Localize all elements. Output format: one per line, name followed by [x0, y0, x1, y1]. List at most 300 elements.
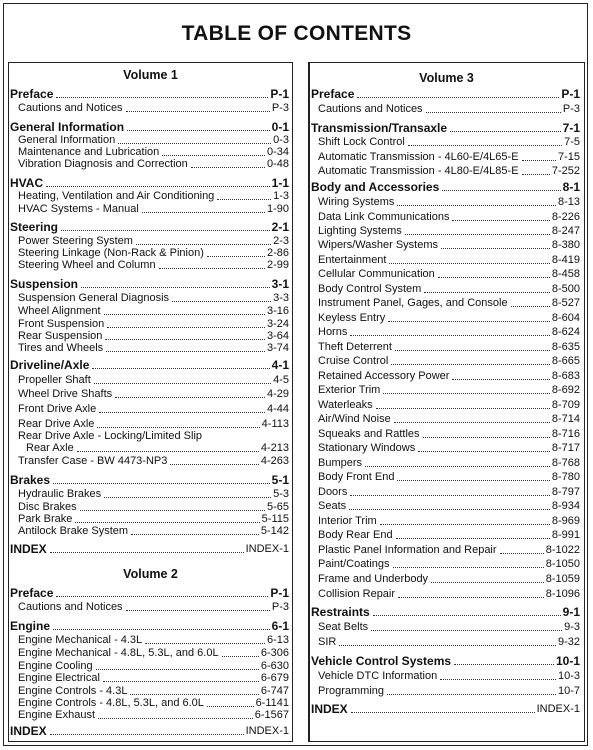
toc-entry-label: Transmission/Transaxle	[311, 121, 448, 135]
toc-entry-label: Suspension General Diagnosis	[18, 292, 170, 304]
toc-entry-label: Stationary Windows	[318, 442, 416, 454]
toc-page-number: 8-1022	[545, 544, 580, 556]
toc-entry	[318, 685, 580, 698]
dot-leader	[371, 630, 562, 631]
toc-entry	[18, 455, 289, 468]
toc-page-number: P-1	[270, 87, 289, 101]
dot-leader	[97, 427, 259, 428]
toc-page-number: 4-29	[266, 388, 289, 400]
toc-entry	[18, 525, 289, 538]
toc-page-number: 0-34	[266, 146, 289, 158]
toc-entry-label: Wheel Alignment	[18, 305, 101, 317]
dot-leader	[207, 706, 254, 707]
toc-entry-label: Engine Mechanical - 4.8L, 5.3L, and 6.0L	[18, 647, 219, 659]
toc-page-number: 6-630	[260, 660, 289, 672]
toc-entry-label: Rear Drive Axle	[18, 418, 95, 430]
toc-page-number: 1-90	[266, 203, 289, 215]
toc-page-number: 0-48	[266, 158, 289, 170]
toc-page-number: 8-458	[551, 268, 580, 280]
dot-leader	[103, 681, 259, 682]
toc-entry	[318, 239, 580, 252]
toc-page-number: 8-934	[551, 500, 580, 512]
toc-entry-label: Wipers/Washer Systems	[318, 239, 439, 251]
toc-page-number: 6-1141	[255, 697, 289, 709]
dot-leader	[418, 451, 550, 452]
toc-entry	[18, 292, 289, 305]
page-title: TABLE OF CONTENTS	[181, 22, 412, 45]
dot-leader	[387, 694, 556, 695]
dot-leader	[441, 248, 550, 249]
toc-entry-label: INDEX	[10, 542, 47, 556]
toc-entry-label: Front Drive Axle	[18, 403, 97, 415]
toc-entry-label: Wiring Systems	[318, 196, 395, 208]
dot-leader	[452, 379, 549, 380]
toc-entry	[318, 355, 580, 368]
toc-entry-label: Maintenance and Lubrication	[18, 146, 160, 158]
toc-index-entry	[10, 543, 289, 556]
toc-entry-label: Body Rear End	[318, 529, 393, 541]
toc-page-number: 7-15	[557, 151, 580, 163]
dot-leader	[191, 167, 265, 168]
toc-entry-label: Automatic Transmission - 4L80-E/4L85-E	[318, 165, 519, 177]
toc-page-number: INDEX-1	[245, 543, 289, 555]
toc-page-number: 8-709	[551, 399, 580, 411]
toc-page-number: 1-3	[273, 190, 289, 202]
toc-entry	[318, 151, 580, 164]
toc-page-number: 8-969	[551, 515, 580, 527]
toc-entry-label: Driveline/Axle	[10, 358, 90, 372]
dot-leader	[339, 645, 556, 646]
toc-entry-label: Bumpers	[318, 457, 363, 469]
toc-page-number: 7-1	[562, 121, 580, 135]
toc-page-number: 8-527	[551, 297, 580, 309]
toc-page-number: 2-3	[273, 235, 289, 247]
dot-leader	[126, 111, 270, 112]
toc-entry	[18, 634, 289, 647]
toc-page-number: 6-306	[260, 647, 289, 659]
toc-entry	[18, 203, 289, 216]
toc-page-number: P-3	[562, 103, 580, 115]
toc-section-heading	[10, 620, 289, 633]
toc-entry-label: Paint/Coatings	[318, 558, 390, 570]
toc-entry	[318, 136, 580, 149]
dot-leader	[104, 497, 271, 498]
dot-leader	[172, 301, 271, 302]
toc-entry	[318, 413, 580, 426]
toc-entry-label: Cautions and Notices	[318, 103, 423, 115]
toc-entry-label: Heating, Ventilation and Air Conditioning	[18, 190, 215, 202]
dot-leader	[397, 205, 556, 206]
toc-entry-label: Steering	[10, 220, 59, 234]
toc-page-number: 8-13	[557, 196, 580, 208]
dot-leader	[104, 314, 265, 315]
dot-leader	[396, 538, 550, 539]
toc-page-number: 8-604	[551, 312, 580, 324]
toc-page-number: 0-3	[273, 134, 289, 146]
toc-page-number: 8-717	[551, 442, 580, 454]
toc-page-number: 8-247	[551, 225, 580, 237]
toc-entry	[18, 647, 289, 660]
toc-entry-label: Preface	[10, 87, 54, 101]
toc-entry	[318, 500, 580, 513]
toc-entry-label: Interior Trim	[318, 515, 377, 527]
dot-leader	[94, 383, 271, 384]
dot-leader	[50, 552, 244, 553]
toc-page-number: 6-747	[260, 685, 289, 697]
toc-page-number: 6-13	[266, 634, 289, 646]
dot-leader	[393, 567, 544, 568]
toc-entry	[318, 211, 580, 224]
toc-entry	[318, 196, 580, 209]
toc-entry	[18, 190, 289, 203]
dot-leader	[96, 669, 259, 670]
toc-entry-label: Air/Wind Noise	[318, 413, 391, 425]
toc-page-number: 1-1	[271, 176, 289, 190]
toc-entry-label: Entertainment	[318, 254, 387, 266]
toc-entry	[318, 621, 580, 634]
toc-page-number: P-1	[270, 586, 289, 600]
dot-leader	[56, 596, 268, 597]
toc-page-number: 8-768	[551, 457, 580, 469]
toc-page-number: 8-635	[551, 341, 580, 353]
toc-entry-label: Propeller Shaft	[18, 374, 91, 386]
toc-page-number: P-3	[271, 601, 289, 613]
toc-section-heading	[10, 121, 289, 134]
toc-page-number: 8-380	[551, 239, 580, 251]
dot-leader	[99, 412, 265, 413]
dot-leader	[426, 112, 561, 113]
toc-page-number: 4-113	[261, 418, 289, 430]
dot-leader	[522, 174, 550, 175]
toc-page-number: 5-3	[273, 488, 289, 500]
dot-leader	[438, 277, 550, 278]
toc-entry-label: Instrument Panel, Gages, and Console	[318, 297, 508, 309]
toc-page-number: 9-32	[557, 636, 580, 648]
toc-index-entry	[311, 703, 580, 716]
toc-entry	[318, 341, 580, 354]
toc-section-heading	[311, 655, 580, 668]
toc-entry-label: INDEX	[10, 724, 47, 738]
toc-entry	[318, 254, 580, 267]
toc-entry	[318, 283, 580, 296]
toc-page-number: 5-142	[260, 525, 289, 537]
toc-page-number: P-1	[561, 87, 580, 101]
dot-leader	[53, 483, 270, 484]
toc-page-number: 2-99	[266, 259, 289, 271]
toc-entry-label: HVAC Systems - Manual	[18, 203, 139, 215]
toc-entry-label: Hydraulic Brakes	[18, 488, 102, 500]
dot-leader	[98, 718, 253, 719]
toc-entry	[318, 471, 580, 484]
toc-page-number: 8-683	[551, 370, 580, 382]
dot-leader	[383, 393, 550, 394]
toc-page-number: 10-3	[557, 670, 580, 682]
toc-entry-label: SIR	[318, 636, 337, 648]
dot-leader	[350, 495, 550, 496]
dot-leader	[365, 466, 550, 467]
toc-page-number: 3-74	[266, 342, 289, 354]
dot-leader	[389, 263, 549, 264]
toc-page-number: 9-1	[562, 605, 580, 619]
toc-entry-label: Park Brake	[18, 513, 73, 525]
dot-leader	[131, 534, 259, 535]
toc-entry-label: General Information	[18, 134, 116, 146]
dot-leader	[397, 480, 549, 481]
toc-page-number: 3-64	[266, 330, 289, 342]
toc-entry-label: Vibration Diagnosis and Correction	[18, 158, 188, 170]
toc-entry-label: Shift Lock Control	[318, 136, 405, 148]
dot-leader	[357, 97, 559, 98]
toc-section-heading	[311, 606, 580, 619]
toc-entry	[318, 103, 580, 116]
toc-entry	[318, 636, 580, 649]
toc-page-number: 8-1096	[545, 588, 580, 600]
toc-entry	[18, 158, 289, 171]
toc-page-number: 9-3	[564, 621, 580, 633]
dot-leader	[53, 629, 270, 630]
toc-page-number: INDEX-1	[536, 703, 580, 715]
toc-page-number: 8-624	[551, 326, 580, 338]
toc-entry-label: Engine Cooling	[18, 660, 93, 672]
toc-page-number: 8-665	[551, 355, 580, 367]
toc-page-number: 2-1	[271, 220, 289, 234]
dot-leader	[405, 234, 550, 235]
toc-entry-label: Squeaks and Rattles	[318, 428, 420, 440]
toc-entry	[318, 312, 580, 325]
toc-entry	[318, 670, 580, 683]
toc-entry-label: Preface	[10, 586, 54, 600]
dot-leader	[145, 643, 265, 644]
toc-page-number: 4-263	[260, 455, 289, 467]
toc-entry	[318, 457, 580, 470]
toc-entry-label: Exterior Trim	[318, 384, 381, 396]
toc-page-number: 8-692	[551, 384, 580, 396]
toc-entry-label: General Information	[10, 120, 125, 134]
toc-page-number: 8-1	[562, 180, 580, 194]
toc-entry	[318, 165, 580, 178]
toc-section-heading	[311, 181, 580, 194]
toc-entry-label: Vehicle Control Systems	[311, 654, 452, 668]
toc-page-number: 8-226	[551, 211, 580, 223]
toc-entry-label: Body and Accessories	[311, 180, 440, 194]
toc-entry	[18, 259, 289, 272]
dot-leader	[454, 664, 554, 665]
dot-leader	[522, 160, 556, 161]
toc-entry	[18, 403, 289, 416]
toc-entry	[318, 544, 580, 557]
toc-entry-label: Transfer Case - BW 4473-NP3	[18, 455, 168, 467]
dot-leader	[142, 212, 265, 213]
toc-section-heading	[10, 177, 289, 190]
toc-entry	[18, 374, 289, 387]
dot-leader	[56, 97, 268, 98]
toc-entry	[318, 225, 580, 238]
toc-entry-label: Body Control System	[318, 283, 422, 295]
toc-page-number: 2-86	[266, 247, 289, 259]
dot-leader	[380, 524, 550, 525]
toc-section-heading	[10, 278, 289, 291]
dot-leader	[391, 364, 550, 365]
toc-entry-label: Frame and Underbody	[318, 573, 429, 585]
toc-entry-label: HVAC	[10, 176, 44, 190]
toc-page-number: INDEX-1	[245, 725, 289, 737]
toc-entry-label: Engine Exhaust	[18, 709, 96, 721]
toc-entry-label: Brakes	[10, 473, 51, 487]
toc-entry-label: Suspension	[10, 277, 79, 291]
dot-leader	[77, 451, 259, 452]
toc-entry-label: Lighting Systems	[318, 225, 402, 237]
toc-entry-label: Seat Belts	[318, 621, 369, 633]
toc-page-number: 6-1567	[254, 709, 289, 721]
toc-page-number: 3-16	[266, 305, 289, 317]
toc-page-number: 0-1	[271, 120, 289, 134]
dot-leader	[424, 292, 550, 293]
toc-entry	[318, 558, 580, 571]
toc-index-entry	[10, 725, 289, 738]
toc-section-heading	[10, 221, 289, 234]
toc-entry-label: Antilock Brake System	[18, 525, 129, 537]
toc-section-heading	[10, 88, 289, 101]
toc-entry	[18, 305, 289, 318]
toc-entry	[26, 442, 289, 455]
toc-page-number: 3-3	[273, 292, 289, 304]
toc-entry-label: Preface	[311, 87, 355, 101]
dot-leader	[376, 408, 550, 409]
dot-leader	[500, 553, 544, 554]
toc-section-heading	[311, 122, 580, 135]
toc-entry	[318, 297, 580, 310]
toc-entry	[318, 486, 580, 499]
toc-page-number: P-3	[271, 102, 289, 114]
toc-page-number: 8-780	[551, 471, 580, 483]
toc-entry	[318, 588, 580, 601]
dot-leader	[130, 694, 258, 695]
dot-leader	[159, 268, 265, 269]
toc-page-number: 4-213	[260, 442, 289, 454]
toc-page-number: 4-5	[273, 374, 289, 386]
toc-entry-label: Horns	[318, 326, 348, 338]
toc-page-number: 8-716	[551, 428, 580, 440]
volume-heading: Volume 3	[419, 71, 474, 85]
toc-entry-label: Restraints	[311, 605, 370, 619]
dot-leader	[373, 615, 561, 616]
toc-page-number: 10-1	[555, 654, 580, 668]
toc-entry-label: Collision Repair	[318, 588, 396, 600]
dot-leader	[80, 510, 265, 511]
toc-page-number: 8-991	[551, 529, 580, 541]
dot-leader	[46, 186, 270, 187]
toc-entry-label: Rear Axle	[26, 442, 74, 454]
toc-entry	[18, 388, 289, 401]
toc-entry-label: Cruise Control	[318, 355, 389, 367]
toc-entry-label: Keyless Entry	[318, 312, 386, 324]
dot-leader	[511, 306, 550, 307]
toc-page-number: 8-1059	[545, 573, 580, 585]
toc-entry-label: Engine Controls - 4.8L, 5.3L, and 6.0L	[18, 697, 204, 709]
toc-page-number: 3-24	[266, 318, 289, 330]
toc-entry-label: Plastic Panel Information and Repair	[318, 544, 497, 556]
toc-entry	[318, 442, 580, 455]
toc-page-number: 4-44	[266, 403, 289, 415]
toc-entry-label: Power Steering System	[18, 235, 133, 247]
toc-page-number: 8-500	[551, 283, 580, 295]
toc-section-heading	[10, 474, 289, 487]
toc-entry	[318, 573, 580, 586]
dot-leader	[81, 287, 270, 288]
toc-entry-label: Seats	[318, 500, 347, 512]
toc-entry-label: Rear Drive Axle - Locking/Limited Slip	[18, 430, 203, 442]
toc-entry	[318, 384, 580, 397]
toc-entry	[318, 399, 580, 412]
toc-entry	[318, 515, 580, 528]
toc-entry	[318, 428, 580, 441]
toc-page-number: 5-1	[271, 473, 289, 487]
toc-entry-label: Automatic Transmission - 4L60-E/4L65-E	[318, 151, 519, 163]
toc-entry-label: Wheel Drive Shafts	[18, 388, 113, 400]
dot-leader	[107, 327, 265, 328]
toc-section-heading	[10, 359, 289, 372]
toc-entry-label: Engine Mechanical - 4.3L	[18, 634, 143, 646]
toc-entry-label: Steering Linkage (Non-Rack & Pinion)	[18, 247, 204, 259]
dot-leader	[222, 656, 259, 657]
dot-leader	[118, 143, 271, 144]
toc-entry-label: Disc Brakes	[18, 501, 77, 513]
toc-page-number: 3-1	[271, 277, 289, 291]
toc-page-number: 8-1050	[545, 558, 580, 570]
toc-entry	[318, 529, 580, 542]
toc-entry	[18, 601, 289, 614]
toc-entry	[18, 342, 289, 355]
toc-entry-label: Rear Suspension	[18, 330, 103, 342]
toc-entry-label: INDEX	[311, 702, 348, 716]
dot-leader	[61, 230, 270, 231]
toc-page-number: 8-797	[551, 486, 580, 498]
dot-leader	[207, 256, 265, 257]
toc-entry-label: Front Suspension	[18, 318, 105, 330]
dot-leader	[398, 597, 544, 598]
toc-entry-label: Cellular Communication	[318, 268, 435, 280]
dot-leader	[450, 131, 561, 132]
toc-entry-label: Engine	[10, 619, 51, 633]
dot-leader	[75, 522, 259, 523]
toc-page-number: 8-714	[551, 413, 580, 425]
dot-leader	[126, 610, 270, 611]
toc-entry-label: Cautions and Notices	[18, 102, 123, 114]
toc-entry-label: Engine Controls - 4.3L	[18, 685, 128, 697]
toc-entry-label: Engine Electrical	[18, 672, 100, 684]
dot-leader	[452, 220, 549, 221]
dot-leader	[408, 145, 562, 146]
toc-entry-label: Tires and Wheels	[18, 342, 104, 354]
dot-leader	[127, 130, 270, 131]
toc-page-number: 6-1	[271, 619, 289, 633]
toc-page-number: 10-7	[557, 685, 580, 697]
toc-entry-label: Steering Wheel and Column	[18, 259, 156, 271]
toc-entry	[318, 268, 580, 281]
dot-leader	[440, 679, 556, 680]
toc-page-number: 4-1	[271, 358, 289, 372]
dot-leader	[217, 199, 271, 200]
dot-leader	[431, 582, 544, 583]
dot-leader	[105, 339, 265, 340]
toc-page-number: 6-679	[260, 672, 289, 684]
toc-entry-label: Waterleaks	[318, 399, 373, 411]
dot-leader	[394, 422, 550, 423]
dot-leader	[92, 368, 269, 369]
dot-leader	[136, 244, 271, 245]
toc-page-number: 8-419	[551, 254, 580, 266]
toc-entry-label: Data Link Communications	[318, 211, 450, 223]
